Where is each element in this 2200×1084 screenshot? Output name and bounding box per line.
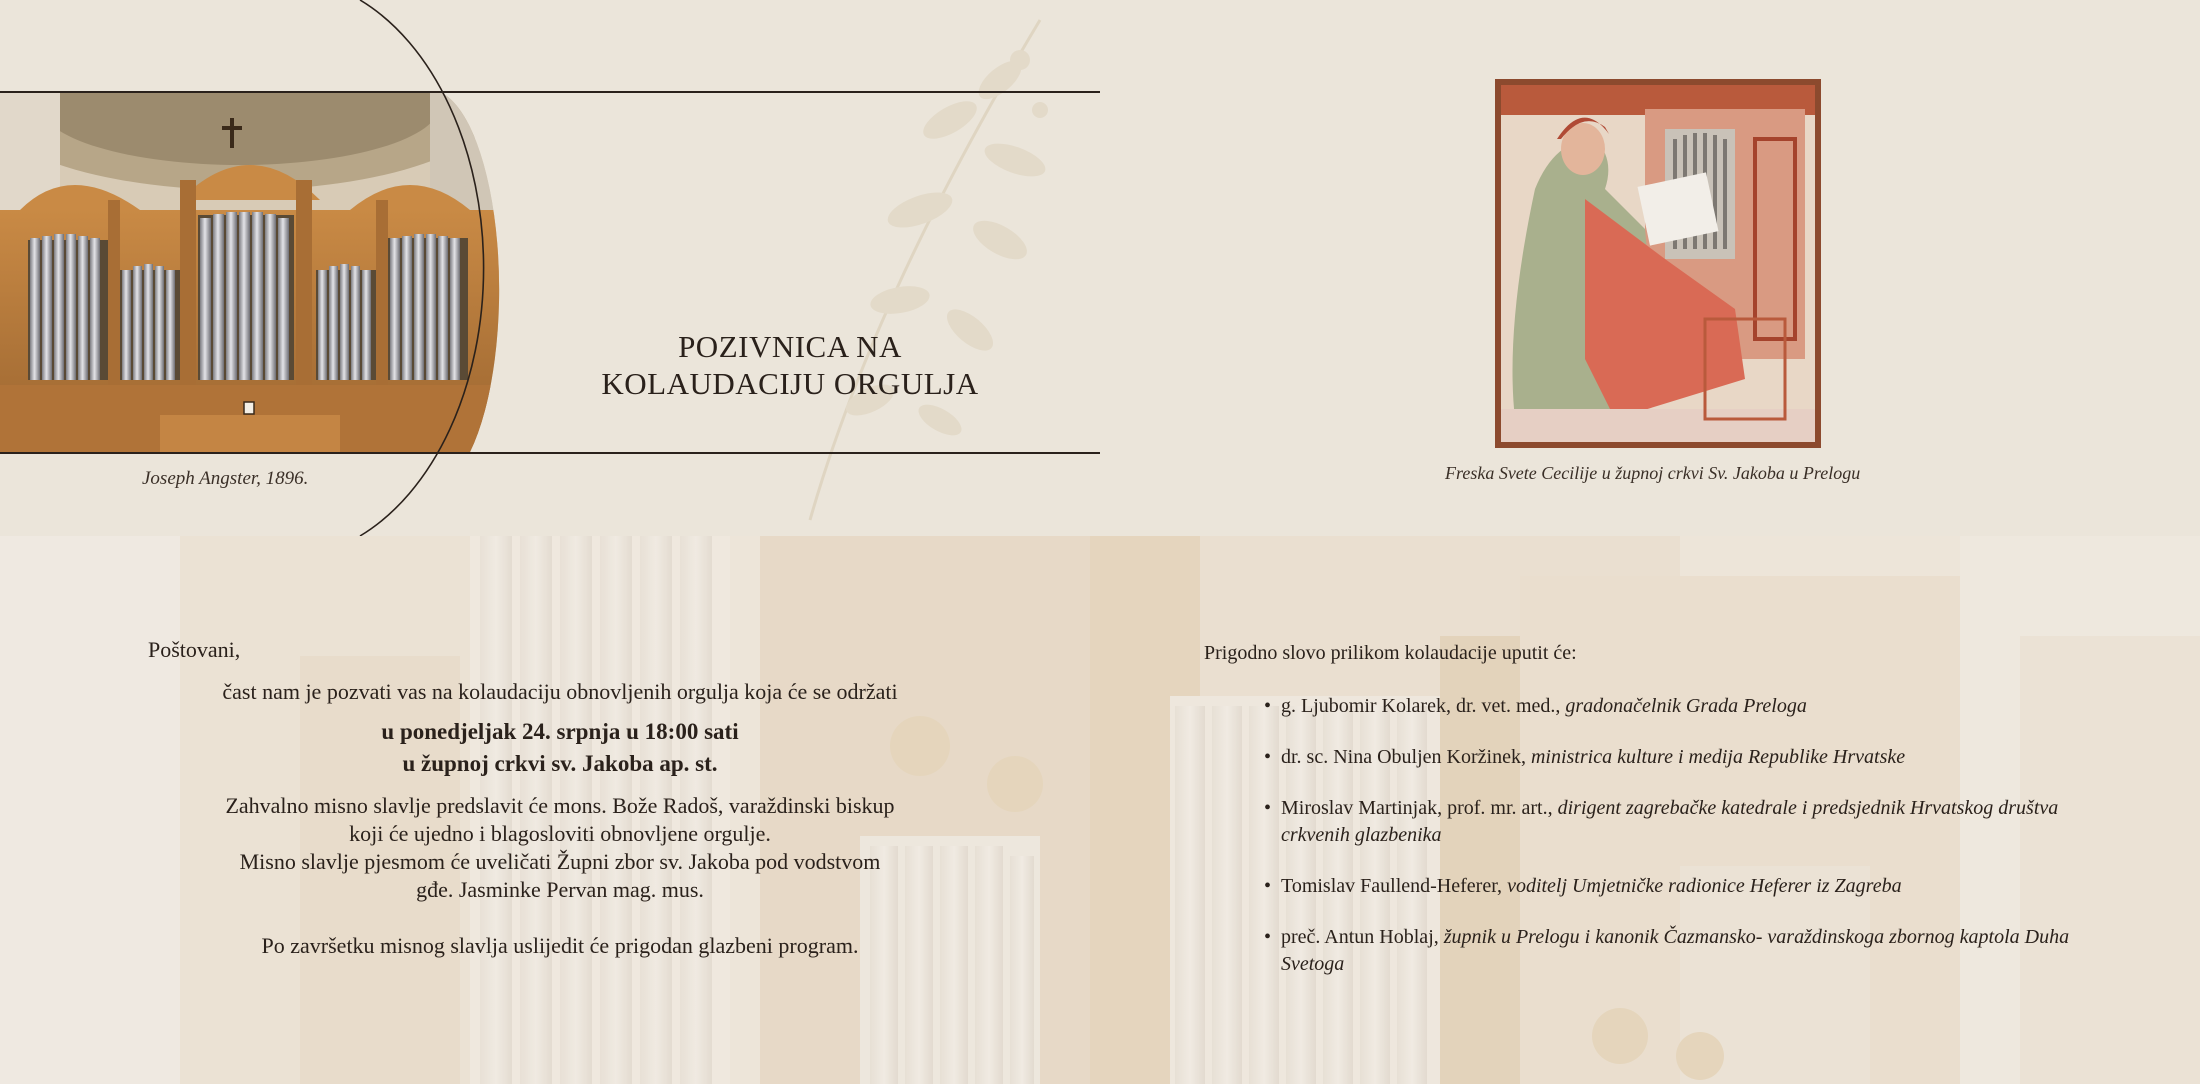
speaker-name: Tomislav Faullend-Heferer, [1281,875,1508,897]
choir-line-2: gđe. Jasminke Pervan mag. mus. [416,877,704,902]
invitation-cover [0,0,2200,536]
fresco-caption: Freska Svete Cecilije u župnoj crkvi Sv. Jakoba u Prelogu [1445,463,1861,483]
title-line-1: POZIVNICA NA [678,329,902,364]
organ-photo [0,0,560,540]
place-line: u župnoj crkvi sv. Jakoba ap. st. [402,751,718,776]
speaker-name: g. Ljubomir Kolarek, dr. vet. med., [1281,695,1566,717]
invitation-body [0,536,2200,1084]
speaker-role: župnik u Prelogu i kanonik Čazmansko- varaždinskoga zbornog kaptola Duha Svetoga [1281,926,2070,975]
speaker-name: Miroslav Martinjak, prof. mr. art., [1281,797,1558,819]
organ-caption: Joseph Angster, 1896. [142,468,309,489]
title-line-2: KOLAUDACIJU ORGULJA [601,366,979,401]
speaker-role: dirigent zagrebačke katedrale i predsjednik Hrvatskog društva crkvenih glazbenika [1281,797,2059,846]
greeting: Poštovani, [148,637,241,662]
list-item [1204,795,2104,849]
bullet: • [1264,746,1272,768]
date-line: u ponedjeljak 24. srpnja u 18:00 sati [381,719,739,744]
speakers-list [1204,693,2104,978]
top-rule [0,91,1100,93]
invitation-letter [120,636,1000,960]
bullet: • [1264,797,1272,819]
speakers-section [1204,640,2104,1002]
choir-line-1: Misno slavlje pjesmom će uveličati Župni zbor sv. Jakoba pod vodstvom [239,849,881,874]
event-place [120,748,1000,780]
closing-line: Po završetku misnog slavlja uslijedit će prigodan glazbeni program. [261,933,859,958]
speakers-heading: Prigodno slovo prilikom kolaudacije uputit će: [1204,642,1577,664]
speaker-role: gradonačelnik Grada Preloga [1565,695,1807,717]
bullet: • [1264,875,1272,897]
list-item [1204,924,2104,978]
event-date [120,716,1000,748]
intro-text: čast nam je pozvati vas na kolaudaciju obnovljenih orgulja koja će se održati [222,679,898,704]
list-item [1204,873,2104,900]
mass-line-2: koji će ujedno i blagosloviti obnovljene orgulje. [349,821,771,846]
leaf-decoration [620,0,1100,536]
list-item [1204,744,2104,771]
bullet: • [1264,926,1272,948]
list-item [1204,693,2104,720]
bullet: • [1264,695,1272,717]
fresco-image [1495,79,1821,448]
mass-line-1: Zahvalno misno slavlje predslavit će mons. Bože Radoš, varaždinski biskup [225,793,895,818]
speaker-name: dr. sc. Nina Obuljen Koržinek, [1281,746,1531,768]
invitation-title [560,328,1020,402]
speaker-role: voditelj Umjetničke radionice Heferer iz Zagreba [1507,875,1902,897]
bottom-rule [0,452,1100,454]
speaker-role: ministrica kulture i medija Republike Hrvatske [1530,746,1906,768]
speaker-name: preč. Antun Hoblaj, [1281,926,1444,948]
